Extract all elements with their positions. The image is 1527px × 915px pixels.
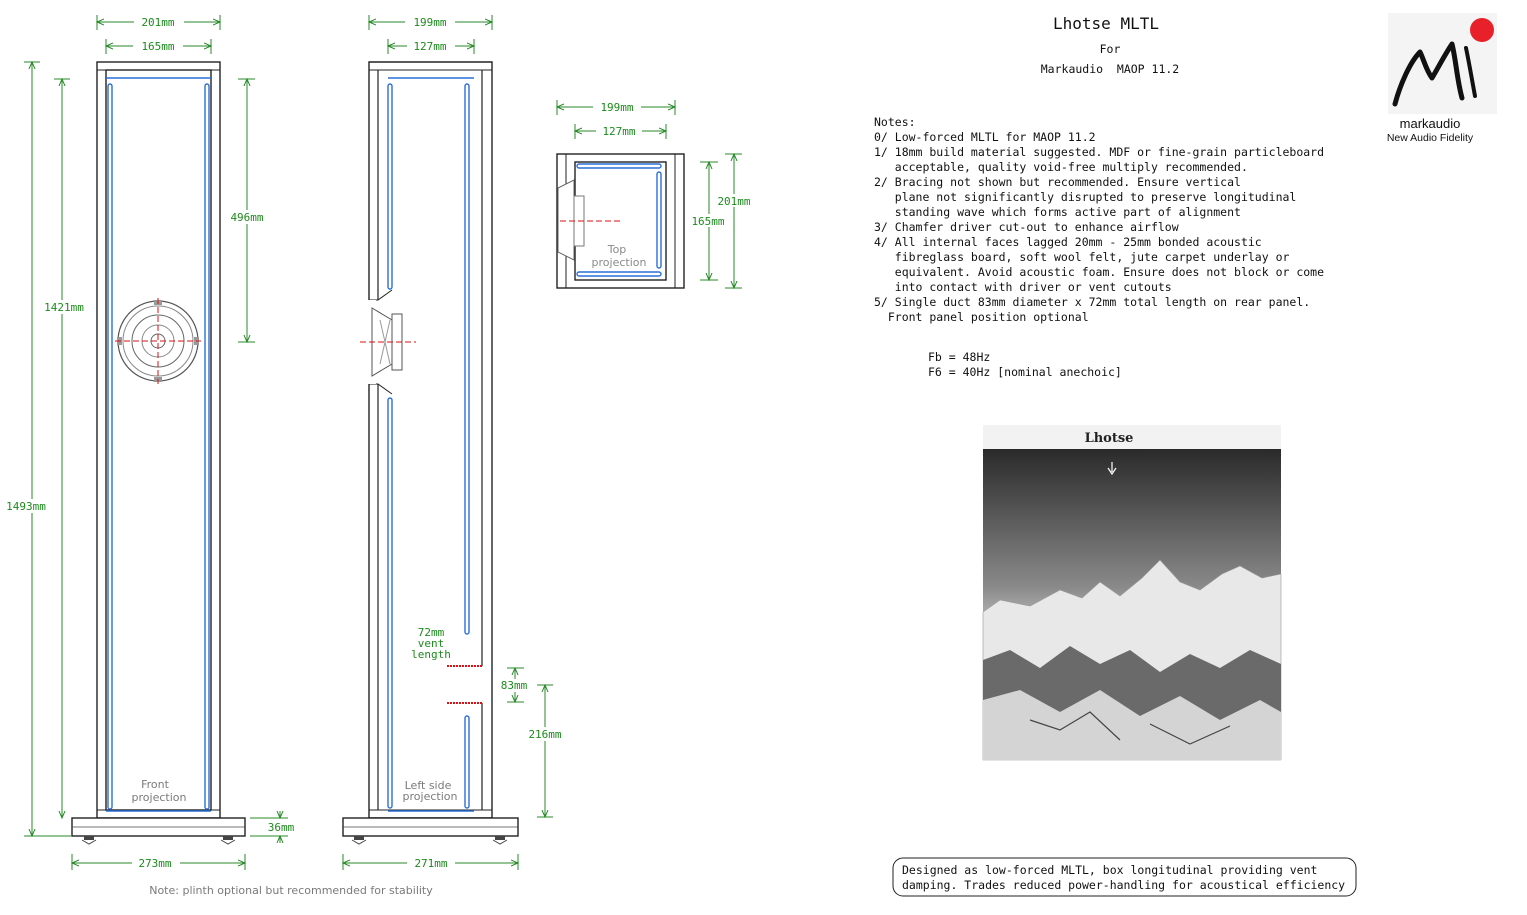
side-label-2: projection bbox=[402, 790, 458, 803]
vent-length-label-2: vent bbox=[417, 637, 445, 650]
page-title: Lhotse MLTL bbox=[1053, 14, 1159, 33]
plinth-note: Note: plinth optional but recommended for stability bbox=[149, 884, 433, 897]
side-outer-width: 199mm bbox=[413, 16, 447, 29]
top-outer-depth: 201mm bbox=[717, 195, 751, 208]
front-box-height: 1421mm bbox=[44, 301, 84, 314]
note-line: plane not significantly disrupted to preserve longitudinal bbox=[874, 190, 1297, 204]
note-line: 2/ Bracing not shown but recommended. Ensure vertical bbox=[874, 175, 1241, 189]
footnote-line-1: Designed as low-forced MLTL, box longitudinal providing vent bbox=[902, 863, 1318, 877]
notes-heading: Notes: bbox=[874, 115, 916, 129]
front-label-2: projection bbox=[131, 791, 187, 804]
vent-height: 216mm bbox=[528, 728, 562, 741]
top-projection bbox=[557, 100, 756, 288]
vent-length-label-3: length bbox=[411, 648, 451, 661]
top-inner-width: 127mm bbox=[602, 125, 636, 138]
top-outer-width: 199mm bbox=[600, 101, 634, 114]
side-plinth-width: 271mm bbox=[414, 857, 448, 870]
top-inner-depth: 165mm bbox=[691, 215, 725, 228]
logo-brand: markaudio bbox=[1399, 116, 1461, 131]
top-label-2: projection bbox=[591, 256, 647, 269]
front-driver-height: 496mm bbox=[230, 211, 264, 224]
tuning-fb: Fb = 48Hz bbox=[928, 350, 991, 364]
note-line: equivalent. Avoid acoustic foam. Ensure does not block or come bbox=[874, 265, 1325, 279]
footnote-line-2: damping. Trades reduced power-handling for acoustical efficiency bbox=[902, 878, 1346, 892]
logo-dot-icon bbox=[1470, 18, 1494, 42]
front-total-height: 1493mm bbox=[6, 500, 46, 513]
driver-model: Markaudio MAOP 11.2 bbox=[1040, 62, 1180, 76]
side-projection bbox=[343, 15, 565, 870]
note-line: into contact with driver or vent cutouts bbox=[874, 280, 1172, 294]
vent-diameter: 83mm bbox=[500, 679, 528, 692]
top-label: Top bbox=[607, 243, 627, 256]
front-projection bbox=[6, 15, 299, 870]
note-line: 4/ All internal faces lagged 20mm - 25mm bonded acoustic bbox=[874, 235, 1262, 249]
note-line: 3/ Chamfer driver cut-out to enhance airflow bbox=[874, 220, 1179, 234]
front-outer-width: 201mm bbox=[141, 16, 175, 29]
lhotse-photo bbox=[983, 425, 1281, 760]
front-label: Front bbox=[141, 778, 169, 791]
note-line: 5/ Single duct 83mm diameter x 72mm total length on rear panel. bbox=[874, 295, 1311, 309]
logo-tagline: New Audio Fidelity bbox=[1386, 132, 1474, 144]
side-label: Left side bbox=[404, 779, 452, 792]
note-line: standing wave which forms active part of alignment bbox=[874, 205, 1241, 219]
front-inner-width: 165mm bbox=[141, 40, 175, 53]
tuning-f6: F6 = 40Hz [nominal anechoic] bbox=[928, 365, 1122, 379]
for-label: For bbox=[1099, 42, 1121, 56]
note-line: 1/ 18mm build material suggested. MDF or fine-grain particleboard bbox=[874, 145, 1325, 159]
front-plinth-width: 273mm bbox=[138, 857, 172, 870]
note-line: 0/ Low-forced MLTL for MAOP 11.2 bbox=[874, 130, 1096, 144]
vent-length-label: 72mm bbox=[417, 626, 445, 639]
markaudio-logo bbox=[1387, 13, 1497, 144]
photo-caption: Lhotse bbox=[1084, 431, 1134, 446]
side-inner-width: 127mm bbox=[413, 40, 447, 53]
note-line: Front panel position optional bbox=[874, 310, 1089, 324]
note-line: fibreglass board, soft wool felt, jute carpet underlay or bbox=[874, 250, 1290, 264]
plinth-height: 36mm bbox=[267, 821, 295, 834]
note-line: acceptable, quality void-free multiply recommended. bbox=[874, 160, 1248, 174]
notes-list bbox=[874, 130, 1324, 324]
